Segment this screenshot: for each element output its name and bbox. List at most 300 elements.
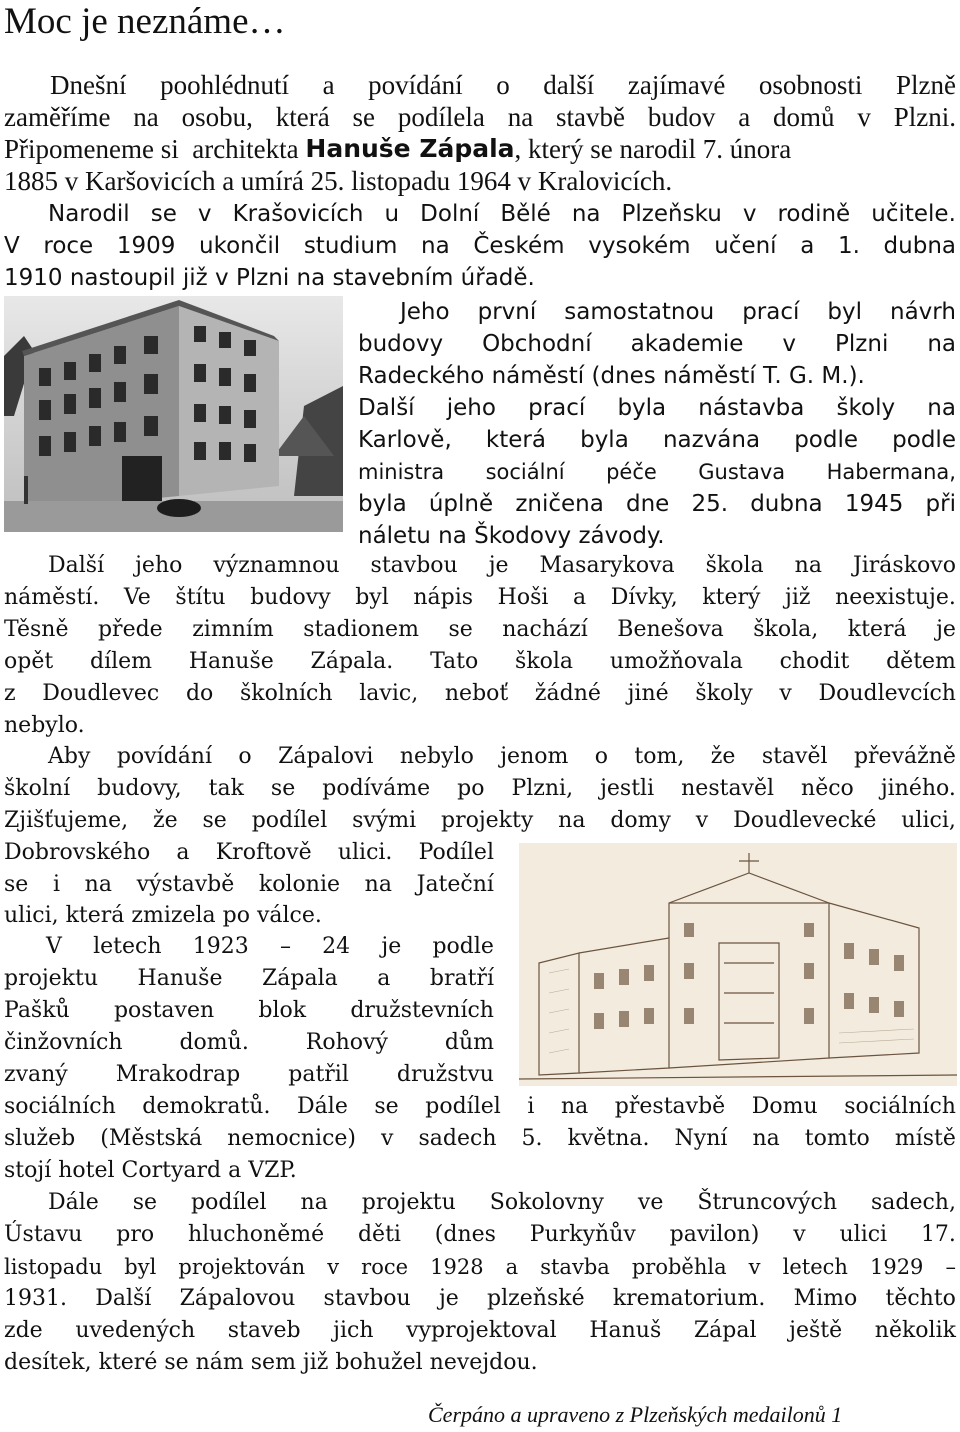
- word: Plzni,: [511, 776, 574, 801]
- text-line: [4, 230, 956, 262]
- word: neexistuje.: [835, 585, 956, 610]
- text-line: [4, 963, 494, 995]
- word: přestavbě: [614, 1094, 726, 1119]
- word: hluchoněmé: [187, 1222, 325, 1247]
- word: 24: [322, 934, 351, 959]
- word: Domu: [751, 1094, 818, 1119]
- word: jeho: [446, 395, 496, 421]
- word: sadech,: [870, 1190, 956, 1215]
- word: 1945: [844, 491, 904, 517]
- word: škola,: [753, 617, 819, 642]
- word: učení: [714, 233, 777, 259]
- word: 17.: [920, 1222, 956, 1247]
- text-line: [46, 931, 494, 963]
- word: i: [52, 872, 61, 897]
- word: osobnosti: [758, 70, 863, 100]
- word: Krašovicích: [232, 201, 364, 227]
- word: Těsně: [4, 617, 69, 642]
- text-line: [50, 69, 956, 101]
- word: na: [927, 331, 956, 357]
- word: byl: [355, 585, 389, 610]
- word: samostatnou: [564, 299, 715, 325]
- word: Další: [48, 553, 105, 578]
- word: úplně: [428, 491, 494, 517]
- word: letech: [93, 934, 162, 959]
- word: nástavba: [698, 395, 805, 421]
- word: Aby: [48, 744, 91, 769]
- word: jiné: [627, 681, 669, 706]
- word: projektován: [178, 1255, 306, 1279]
- source-credit: Čerpáno a upraveno z Plzeňských medailonů 1: [428, 1402, 843, 1427]
- word: významnou: [213, 553, 340, 578]
- word: povídání: [116, 744, 213, 769]
- word: v: [381, 1126, 394, 1151]
- text-segment: náletu na Škodovy závody.: [358, 523, 665, 549]
- word: opět: [4, 649, 54, 674]
- word: osobu,: [181, 102, 253, 132]
- word: chodit: [779, 649, 850, 674]
- word: podílel: [191, 1190, 267, 1215]
- word: Plzni.: [893, 102, 956, 132]
- word: jiného.: [880, 776, 956, 801]
- text-segment: , který se narodil 7. února: [514, 134, 792, 164]
- text-segment: desítek, které se nám sem již bohužel nevejdou.: [4, 1350, 538, 1375]
- text-segment: stojí hotel Cortyard a VZP.: [4, 1158, 297, 1183]
- word: kolonie: [258, 872, 341, 897]
- building-photo-icon: [4, 296, 343, 532]
- word: štítu: [175, 585, 226, 610]
- word: v: [197, 201, 212, 227]
- word: vyprojektoval: [406, 1318, 557, 1343]
- text-segment: 1885 v Karšovicích a umírá 25. listopadu 1964 v Kralovicích.: [4, 166, 673, 196]
- text-segment: nebylo.: [4, 713, 85, 738]
- word: jich: [333, 1318, 374, 1343]
- word: ještě: [789, 1318, 843, 1343]
- text-line: [4, 900, 494, 932]
- word: prací: [742, 299, 800, 325]
- word: podíváme: [322, 776, 431, 801]
- word: (dnes: [434, 1222, 496, 1247]
- word: Doudlevecké: [733, 808, 877, 833]
- word: 1923: [192, 934, 249, 959]
- word: Benešova: [617, 617, 724, 642]
- school-building-drawing: [519, 843, 957, 1086]
- word: letech: [782, 1255, 848, 1279]
- word: Masarykova: [539, 553, 675, 578]
- word: o: [238, 744, 252, 769]
- word: Zápalovou: [179, 1286, 296, 1311]
- word: projekty: [441, 808, 534, 833]
- word: Habermana,: [826, 460, 956, 484]
- word: něco: [801, 776, 854, 801]
- word: Českém: [473, 233, 565, 259]
- word: Doudlevec: [42, 681, 160, 706]
- word: na: [133, 102, 159, 132]
- word: budovy: [358, 331, 444, 357]
- text-line: [4, 1219, 956, 1251]
- word: a: [800, 233, 815, 259]
- word: je: [488, 553, 509, 578]
- word: Zjišťujeme,: [4, 808, 129, 833]
- word: a: [322, 70, 335, 100]
- word: družstevních: [350, 998, 494, 1023]
- word: výstavbě: [136, 872, 235, 897]
- word: na: [927, 395, 956, 421]
- word: lavic,: [359, 681, 419, 706]
- word: Dolní: [420, 201, 480, 227]
- word: Dobrovského: [4, 840, 151, 865]
- text-line: [4, 995, 494, 1027]
- word: staveb: [227, 1318, 301, 1343]
- word: která: [275, 102, 330, 132]
- text-line: [48, 198, 956, 230]
- word: v: [742, 201, 757, 227]
- word: je: [381, 934, 402, 959]
- word: domy: [610, 808, 671, 833]
- word: Hanuše: [137, 966, 223, 991]
- word: Doudlevcích: [818, 681, 956, 706]
- word: v: [782, 331, 797, 357]
- text-line: [4, 646, 956, 678]
- word: Rohový: [305, 1030, 388, 1055]
- word: 1.: [837, 233, 860, 259]
- word: v: [793, 1222, 806, 1247]
- word: proběhla: [631, 1255, 727, 1279]
- text-line: [358, 328, 956, 360]
- academy-building-photo: [4, 296, 343, 532]
- word: se: [132, 1190, 158, 1215]
- word: na: [300, 1190, 328, 1215]
- word: svými: [352, 808, 417, 833]
- word: na: [571, 201, 601, 227]
- text-line: [4, 165, 956, 197]
- word: projektu: [361, 1190, 456, 1215]
- word: postaven: [113, 998, 215, 1023]
- word: května.: [567, 1126, 650, 1151]
- word: se: [202, 808, 227, 833]
- word: služeb: [4, 1126, 76, 1151]
- word: stavba: [540, 1255, 610, 1279]
- word: prací: [528, 395, 586, 421]
- word: Dále: [48, 1190, 99, 1215]
- text-line: [358, 392, 956, 424]
- word: podle: [892, 427, 956, 453]
- word: školní: [4, 776, 71, 801]
- word: Jeho: [400, 299, 450, 325]
- word: po: [457, 776, 485, 801]
- word: sadech: [418, 1126, 497, 1151]
- word: tak: [208, 776, 244, 801]
- word: na: [558, 808, 586, 833]
- word: nachází: [502, 617, 588, 642]
- word: –: [279, 934, 291, 959]
- word: první: [477, 299, 537, 325]
- word: v: [327, 1255, 340, 1279]
- word: Další: [358, 395, 415, 421]
- text-line: [4, 1027, 494, 1059]
- word: převážně: [853, 744, 956, 769]
- word: Zápalovi: [278, 744, 374, 769]
- word: Hoši: [497, 585, 549, 610]
- word: se: [448, 617, 473, 642]
- text-line: [358, 488, 956, 520]
- word: Sokolovny: [489, 1190, 604, 1215]
- word: neboť: [444, 681, 509, 706]
- word: Gustava: [698, 460, 786, 484]
- word: umožňovala: [609, 649, 743, 674]
- word: plzeňské: [487, 1286, 585, 1311]
- word: ulici.: [337, 840, 393, 865]
- word: Podílel: [418, 840, 494, 865]
- word: na: [421, 233, 450, 259]
- word: jestli: [600, 776, 655, 801]
- word: tom,: [634, 744, 685, 769]
- text-line: [4, 133, 956, 165]
- word: tomto: [804, 1126, 870, 1151]
- word: demokratů.: [142, 1094, 271, 1119]
- word: Bělé: [500, 201, 551, 227]
- word: se: [352, 102, 376, 132]
- word: několik: [874, 1318, 956, 1343]
- text-line: [4, 1091, 956, 1123]
- word: Dívky,: [610, 585, 678, 610]
- word: učitele.: [871, 201, 956, 227]
- page-title: Moc je neznáme…: [4, 1, 286, 42]
- word: nazvána: [662, 427, 761, 453]
- word: zaměříme: [4, 102, 111, 132]
- word: podílel: [251, 808, 328, 833]
- word: patřil: [288, 1062, 349, 1087]
- word: těchto: [885, 1286, 956, 1311]
- word: povídání: [368, 70, 463, 100]
- word: dne: [625, 491, 670, 517]
- word: o: [594, 744, 609, 769]
- word: nestavěl: [681, 776, 775, 801]
- word: sociální: [485, 460, 565, 484]
- text-line: [4, 805, 956, 837]
- word: stavbou: [323, 1286, 411, 1311]
- word: 1929: [869, 1255, 924, 1279]
- text-line: [4, 1059, 494, 1091]
- text-line: [4, 1283, 956, 1315]
- word: Nyní: [674, 1126, 728, 1151]
- word: Zápal: [693, 1318, 757, 1343]
- word: do: [185, 681, 214, 706]
- text-segment: Radeckého náměstí (dnes náměstí T. G. M.).: [358, 363, 865, 389]
- word: zajímavé: [627, 70, 726, 100]
- word: nebylo: [399, 744, 474, 769]
- word: roce: [43, 233, 94, 259]
- word: Jiráskovo: [852, 553, 956, 578]
- word: Další: [95, 1286, 152, 1311]
- word: se: [374, 1094, 399, 1119]
- word: sociálních: [4, 1094, 116, 1119]
- word: bratří: [429, 966, 494, 991]
- word: zde: [4, 1318, 43, 1343]
- word: stadionem: [303, 617, 419, 642]
- word: na: [507, 102, 534, 132]
- word: Zápala.: [310, 649, 394, 674]
- word: žádné: [534, 681, 601, 706]
- word: 25.: [691, 491, 729, 517]
- text-line: [358, 360, 956, 392]
- word: družstvu: [396, 1062, 494, 1087]
- word: dubna: [883, 233, 956, 259]
- word: Hanuše: [188, 649, 274, 674]
- word: je: [936, 617, 956, 642]
- text-line: [4, 1347, 956, 1379]
- text-line: [4, 710, 956, 742]
- word: podílel: [425, 1094, 501, 1119]
- word: V: [4, 233, 20, 259]
- word: ulici,: [901, 808, 956, 833]
- word: a: [505, 1255, 519, 1279]
- word: dílem: [89, 649, 153, 674]
- word: Dále: [297, 1094, 348, 1119]
- word: že: [153, 808, 178, 833]
- word: zvaný: [4, 1062, 68, 1087]
- word: byla: [580, 427, 629, 453]
- word: Ve: [123, 585, 151, 610]
- text-line: [4, 869, 494, 901]
- word: Mrakodrap: [115, 1062, 241, 1087]
- word: podle: [794, 427, 859, 453]
- word: podílela: [397, 102, 485, 132]
- word: a: [738, 102, 751, 132]
- word: blok: [258, 998, 307, 1023]
- word: Purkyňův: [529, 1222, 636, 1247]
- text-line: [4, 101, 956, 133]
- word: rodině: [777, 201, 851, 227]
- word: školy: [836, 395, 896, 421]
- word: Hanuš: [589, 1318, 662, 1343]
- word: dubna: [750, 491, 823, 517]
- word: byl: [827, 299, 862, 325]
- word: v: [779, 681, 792, 706]
- word: akademie: [630, 331, 744, 357]
- word: která: [485, 427, 546, 453]
- word: stavbou: [370, 553, 458, 578]
- word: Zápala: [261, 966, 338, 991]
- building-sketch-icon: [519, 843, 957, 1086]
- text-line: [4, 1251, 956, 1283]
- text-line: [4, 262, 956, 294]
- word: je: [438, 1286, 459, 1311]
- word: byla: [358, 491, 407, 517]
- word: domů.: [179, 1030, 249, 1055]
- word: na: [752, 1126, 780, 1151]
- word: v: [748, 1255, 761, 1279]
- word: ulici: [839, 1222, 888, 1247]
- word: jeho: [135, 553, 183, 578]
- word: Plzeňsku: [621, 201, 722, 227]
- word: škola: [515, 649, 574, 674]
- word: děti: [357, 1222, 401, 1247]
- word: již: [785, 585, 811, 610]
- word: že: [710, 744, 736, 769]
- word: Plzni: [835, 331, 889, 357]
- word: a: [377, 966, 391, 991]
- text-segment: ulici, která zmizela po válce.: [4, 903, 322, 928]
- word: návrh: [890, 299, 956, 325]
- word: sociálních: [844, 1094, 956, 1119]
- word: která: [847, 617, 907, 642]
- text-line: [358, 520, 956, 552]
- word: dětem: [886, 649, 956, 674]
- word: se: [150, 201, 177, 227]
- word: budovy: [250, 585, 331, 610]
- word: Karlově,: [358, 427, 452, 453]
- word: místě: [894, 1126, 956, 1151]
- word: poohlédnutí: [160, 70, 290, 100]
- word: Narodil: [48, 201, 130, 227]
- text-line: [4, 1155, 956, 1187]
- word: a: [176, 840, 190, 865]
- word: byla: [617, 395, 667, 421]
- word: Kroftově: [215, 840, 312, 865]
- word: Štruncových: [697, 1190, 838, 1215]
- word: se: [270, 776, 296, 801]
- word: se: [4, 872, 29, 897]
- word: jenom: [500, 744, 569, 769]
- word: při: [925, 491, 956, 517]
- text-line: [4, 1315, 956, 1347]
- text-line: [4, 837, 494, 869]
- word: na: [364, 872, 392, 897]
- word: školy: [695, 681, 753, 706]
- text-segment: Připomeneme si architekta: [4, 134, 299, 164]
- word: ve: [637, 1190, 664, 1215]
- text-line: [4, 614, 956, 646]
- word: 1909: [116, 233, 176, 259]
- word: budovy,: [97, 776, 182, 801]
- word: v: [857, 102, 871, 132]
- word: z: [4, 681, 16, 706]
- word: studium: [303, 233, 398, 259]
- word: V: [46, 934, 62, 959]
- word: stavěl: [761, 744, 828, 769]
- word: Tato: [430, 649, 479, 674]
- text-line: [48, 550, 956, 582]
- word: Jateční: [416, 872, 494, 897]
- word: který: [702, 585, 761, 610]
- word: listopadu: [4, 1255, 103, 1279]
- word: u: [384, 201, 400, 227]
- word: na: [794, 553, 822, 578]
- word: krematorium.: [612, 1286, 766, 1311]
- word: 1931.: [4, 1286, 67, 1311]
- text-line: [358, 424, 956, 456]
- word: stavbě: [556, 102, 626, 132]
- word: péče: [606, 460, 657, 484]
- text-line: [358, 456, 956, 488]
- word: projektu: [4, 966, 99, 991]
- word: další: [543, 70, 595, 100]
- word: zimním: [192, 617, 274, 642]
- word: na: [84, 872, 112, 897]
- word: podle: [432, 934, 494, 959]
- word: uvedených: [75, 1318, 196, 1343]
- word: pavilon): [669, 1222, 760, 1247]
- word: činžovních: [4, 1030, 123, 1055]
- word: zničena: [515, 491, 604, 517]
- text-segment: 1910 nastoupil již v Plzni na stavebním úřadě.: [4, 265, 535, 291]
- text-line: [48, 741, 956, 773]
- word: dům: [444, 1030, 494, 1055]
- word: o: [496, 70, 510, 100]
- architect-name: Hanuše Zápala: [305, 134, 515, 163]
- word: nemocnice): [227, 1126, 357, 1151]
